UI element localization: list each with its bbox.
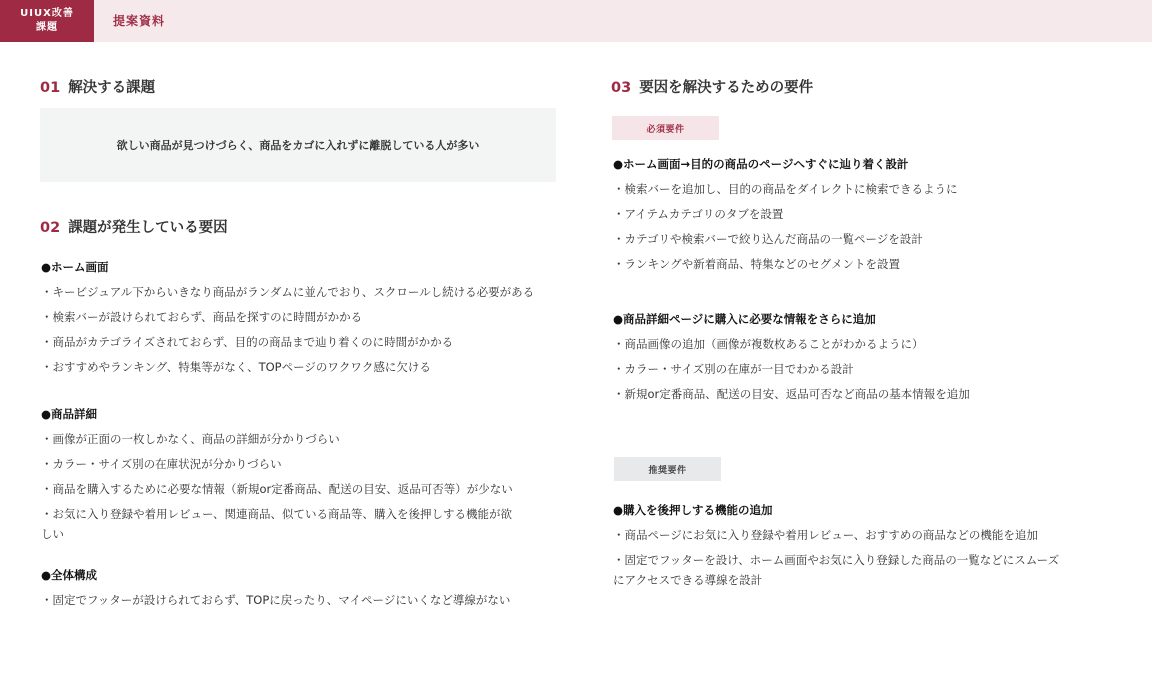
document-title: 提案資料: [113, 14, 166, 28]
badge-line-2: 課題: [36, 22, 58, 33]
cause-item: ・キービジュアル下からいきなり商品がランダムに並んでおり、スクロールし続ける必要がある: [41, 285, 535, 299]
requirement-item: ・アイテムカテゴリのタブを設置: [613, 207, 784, 221]
requirement-item-continued: にアクセスできる導線を設計: [613, 573, 763, 587]
cause-item: ・おすすめやランキング、特集等がなく、TOPページのワクワク感に欠ける: [41, 360, 431, 374]
section-01-number: 01: [40, 80, 61, 96]
cause-item: ・商品がカテゴライズされておらず、目的の商品まで辿り着くのに時間がかかる: [41, 335, 454, 349]
section-03-number: 03: [611, 80, 632, 96]
cause-item: ・検索バーが設けられておらず、商品を探すのに時間がかかる: [41, 310, 363, 324]
problem-statement-box: [40, 108, 556, 182]
requirement-item: ・検索バーを追加し、目的の商品をダイレクトに検索できるように: [613, 182, 958, 196]
section-01-heading: [40, 76, 155, 97]
requirement-heading-purchase-boost: ●購入を後押しする機能の追加: [613, 503, 773, 517]
section-03-heading: [611, 76, 813, 97]
cause-heading-home: ●ホーム画面: [41, 260, 109, 274]
cause-heading-overall: ●全体構成: [41, 568, 98, 582]
section-02-number: 02: [40, 220, 61, 236]
requirement-item: ・ランキングや新着商品、特集などのセグメントを設置: [613, 257, 901, 271]
cause-item: ・お気に入り登録や着用レビュー、関連商品、似ている商品等、購入を後押しする機能が欲: [41, 507, 513, 521]
requirement-heading-product-detail: ●商品詳細ページに購入に必要な情報をさらに追加: [613, 312, 876, 326]
cause-heading-product-detail: ●商品詳細: [41, 407, 98, 421]
cause-item: ・商品を購入するために必要な情報（新規or定番商品、配送の目安、返品可否等）が少ない: [41, 482, 513, 496]
problem-statement: 欲しい商品が見つけづらく、商品をカゴに入れずに離脱している人が多い: [116, 139, 480, 152]
section-02-heading: [40, 216, 228, 237]
requirement-item: ・カラー・サイズ別の在庫が一目でわかる設計: [613, 362, 854, 376]
cause-item-continued: しい: [41, 527, 64, 541]
section-03-title: 要因を解決するための要件: [639, 80, 814, 96]
cause-item: ・画像が正面の一枚しかなく、商品の詳細が分かりづらい: [41, 432, 340, 446]
requirement-item: ・商品ページにお気に入り登録や着用レビュー、おすすめの商品などの機能を追加: [613, 528, 1038, 542]
badge-line-1: UIUX改善: [20, 8, 74, 19]
cause-item: ・固定でフッターが設けられておらず、TOPに戻ったり、マイページにいくなど導線がない: [41, 593, 511, 607]
header-bar: [0, 0, 1152, 42]
category-badge: [0, 0, 94, 42]
cause-item: ・カラー・サイズ別の在庫状況が分かりづらい: [41, 457, 282, 471]
required-tag: 必須要件: [612, 116, 719, 140]
requirement-item: ・固定でフッターを設け、ホーム画面やお気に入り登録した商品の一覧などにスムーズ: [613, 553, 1060, 567]
requirement-item: ・商品画像の追加（画像が複数枚あることがわかるように）: [613, 337, 924, 351]
section-02-title: 課題が発生している要因: [68, 220, 228, 236]
requirement-heading-home: ●ホーム画面→目的の商品のページへすぐに辿り着く設計: [613, 157, 909, 171]
requirement-item: ・新規or定番商品、配送の目安、返品可否など商品の基本情報を追加: [613, 387, 970, 401]
recommended-tag: 推奨要件: [614, 457, 721, 481]
requirement-item: ・カテゴリや検索バーで絞り込んだ商品の一覧ページを設計: [613, 232, 923, 246]
section-01-title: 解決する課題: [68, 80, 156, 96]
